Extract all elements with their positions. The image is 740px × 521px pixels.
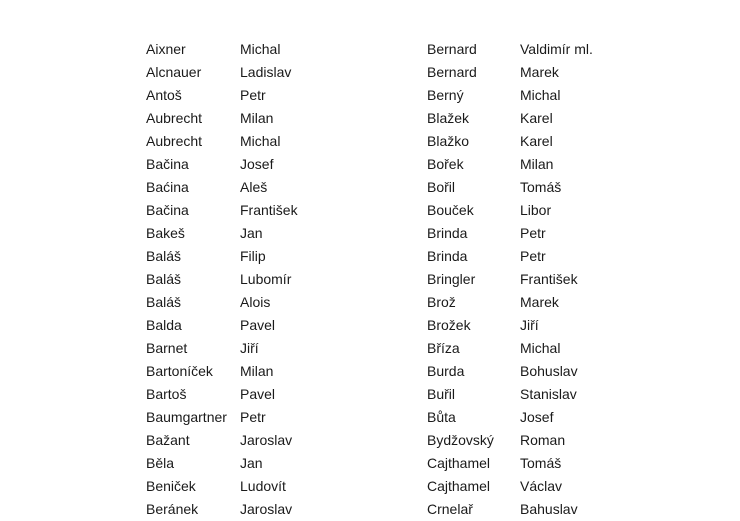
surname: Bartoníček bbox=[146, 363, 213, 379]
given-name: Jiří bbox=[240, 340, 259, 356]
surname: Bouček bbox=[427, 202, 474, 218]
given-name: Jiří bbox=[520, 317, 539, 333]
given-name: Ladislav bbox=[240, 64, 292, 80]
surname: Bříza bbox=[427, 340, 460, 356]
given-name: Karel bbox=[520, 110, 553, 126]
surname: Aubrecht bbox=[146, 133, 203, 149]
given-name: Michal bbox=[520, 87, 561, 103]
given-name: Lubomír bbox=[240, 271, 292, 287]
surname: Bořek bbox=[427, 156, 464, 172]
given-name: Stanislav bbox=[520, 386, 577, 402]
given-name: Petr bbox=[240, 87, 266, 103]
given-name: Michal bbox=[240, 41, 281, 57]
surname: Baumgartner bbox=[146, 409, 227, 425]
given-name: Roman bbox=[520, 432, 566, 448]
given-name: Jaroslav bbox=[240, 432, 293, 448]
given-name: František bbox=[240, 202, 298, 218]
given-name: Josef bbox=[240, 156, 274, 172]
given-name: Marek bbox=[520, 64, 559, 80]
surname: Běla bbox=[146, 455, 175, 471]
given-name: Jaroslav bbox=[240, 501, 293, 517]
surname: Baláš bbox=[146, 294, 182, 310]
given-name: Ludovít bbox=[240, 478, 286, 494]
surname: Beránek bbox=[146, 501, 199, 517]
surname: Baláš bbox=[146, 271, 182, 287]
given-name: Bahuslav bbox=[520, 501, 578, 517]
given-name: Jan bbox=[240, 225, 263, 241]
surname: Blažko bbox=[427, 133, 470, 149]
given-name: Libor bbox=[520, 202, 552, 218]
given-name: Petr bbox=[520, 225, 546, 241]
surname: Bažant bbox=[146, 432, 190, 448]
given-name: Petr bbox=[240, 409, 266, 425]
surname: Aixner bbox=[146, 41, 186, 57]
surname: Baláš bbox=[146, 248, 182, 264]
given-name: František bbox=[520, 271, 578, 287]
given-name: Milan bbox=[240, 363, 274, 379]
given-name: Václav bbox=[520, 478, 563, 494]
given-name: Milan bbox=[520, 156, 554, 172]
given-name: Pavel bbox=[240, 386, 276, 402]
surname: Crnelař bbox=[427, 501, 473, 517]
given-name: Tomáš bbox=[520, 179, 562, 195]
surname: Bačina bbox=[146, 156, 189, 172]
surname: Bartoš bbox=[146, 386, 187, 402]
surname: Cajthamel bbox=[427, 455, 491, 471]
surname: Baćina bbox=[146, 179, 189, 195]
surname: Bůta bbox=[427, 409, 456, 425]
surname: Barnet bbox=[146, 340, 188, 356]
given-name: Josef bbox=[520, 409, 554, 425]
surname: Brožek bbox=[427, 317, 471, 333]
surname: Balda bbox=[146, 317, 182, 333]
given-name: Tomáš bbox=[520, 455, 562, 471]
given-name: Milan bbox=[240, 110, 274, 126]
surname: Berný bbox=[427, 87, 464, 103]
surname: Aubrecht bbox=[146, 110, 203, 126]
given-name: Valdimír ml. bbox=[520, 41, 593, 57]
surname: Burda bbox=[427, 363, 465, 379]
surname: Bringler bbox=[427, 271, 476, 287]
given-name: Filip bbox=[240, 248, 266, 264]
given-name: Alois bbox=[240, 294, 271, 310]
surname: Beniček bbox=[146, 478, 196, 494]
given-name: Karel bbox=[520, 133, 553, 149]
surname: Cajthamel bbox=[427, 478, 491, 494]
surname: Brinda bbox=[427, 248, 468, 264]
surname: Brož bbox=[427, 294, 456, 310]
surname: Blažek bbox=[427, 110, 470, 126]
given-name: Jan bbox=[240, 455, 263, 471]
surname: Alcnauer bbox=[146, 64, 202, 80]
given-name: Bohuslav bbox=[520, 363, 578, 379]
surname: Antoš bbox=[146, 87, 182, 103]
given-name: Petr bbox=[520, 248, 546, 264]
surname: Bakeš bbox=[146, 225, 185, 241]
given-name: Aleš bbox=[240, 179, 268, 195]
surname: Bernard bbox=[427, 41, 477, 57]
surname: Buřil bbox=[427, 386, 456, 402]
surname: Brinda bbox=[427, 225, 468, 241]
given-name: Marek bbox=[520, 294, 559, 310]
surname: Bydžovský bbox=[427, 432, 494, 448]
surname: Bernard bbox=[427, 64, 477, 80]
given-name: Pavel bbox=[240, 317, 276, 333]
surname: Bořil bbox=[427, 179, 456, 195]
surname: Bačina bbox=[146, 202, 189, 218]
given-name: Michal bbox=[520, 340, 561, 356]
given-name: Michal bbox=[240, 133, 281, 149]
